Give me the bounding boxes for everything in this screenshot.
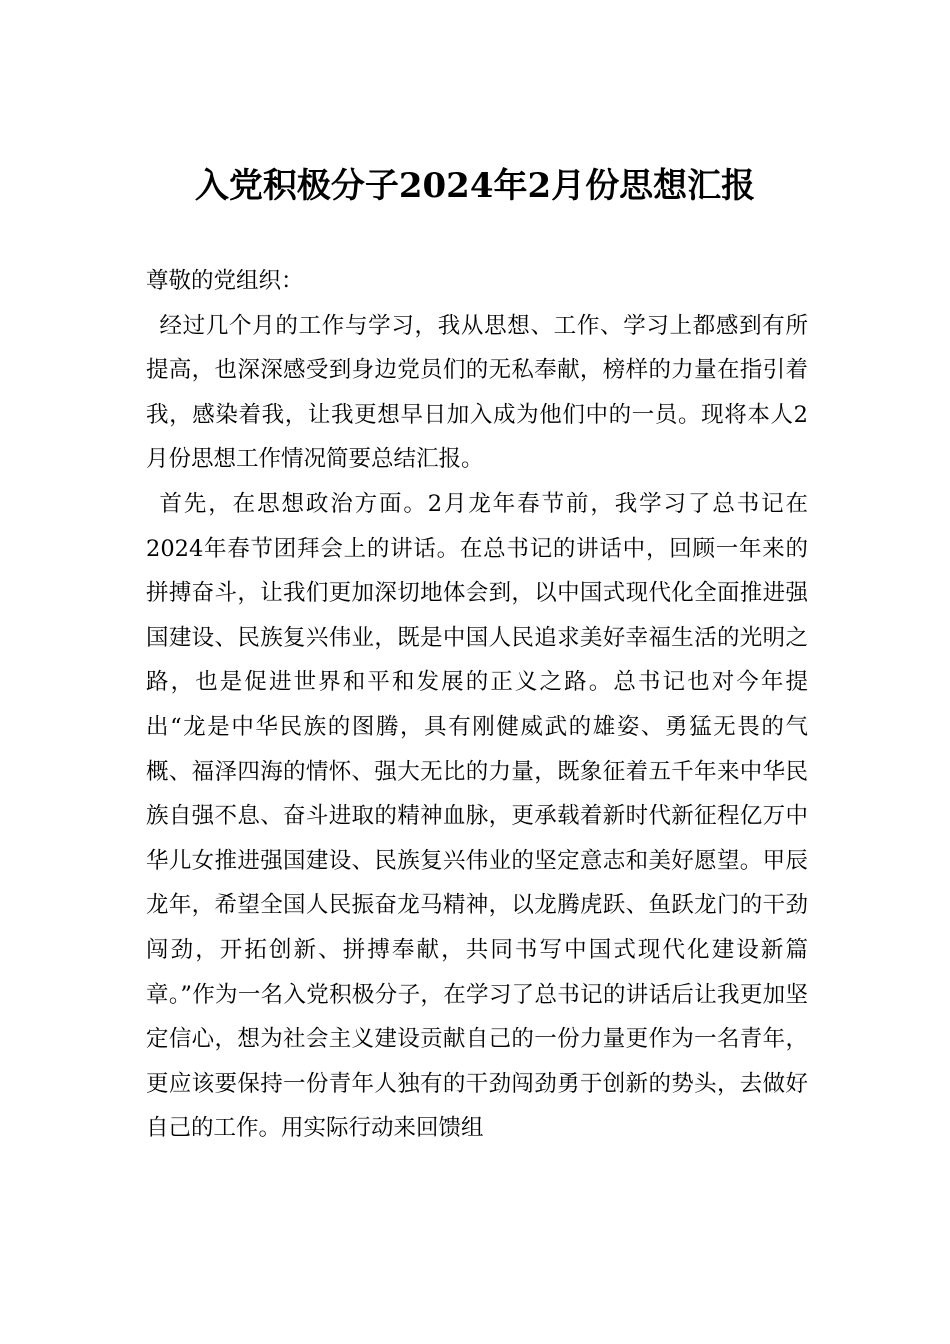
paragraph-1: 经过几个月的工作与学习，我从思想、工作、学习上都感到有所提高，也深深感受到身边党员们的无私奉献，榜样的力量在指引着我，感染着我，让我更想早日加入成为他们中的一员。现将本人2月份思想工作情况简要总结汇报。 <box>146 312 808 473</box>
salutation: 尊敬的党组织： <box>146 268 304 294</box>
document-title: 入党积极分子2024年2月份思想汇报 <box>194 166 756 206</box>
document-body <box>146 259 808 1151</box>
paragraph-2: 首先，在思想政治方面。2月龙年春节前，我学习了总书记在2024年春节团拜会上的讲话。在总书记的讲话中，回顾一年来的拼搏奋斗，让我们更加深切地体会到，以中国式现代化全面推进强国建设、民族复兴伟业，既是中国人民追求美好幸福生活的光明之路，也是促进世界和平和发展的正义之路。总书记也对今年提出“龙是中华民族的图腾，具有刚健威武的雄姿、勇猛无畏的气概、福泽四海的情怀、强大无比的力量，既象征着五千年来中华民族自强不息、奋斗进取的精神血脉，更承载着新时代新征程亿万中华儿女推进强国建设、民族复兴伟业的坚定意志和美好愿望。甲辰龙年，希望全国人民振奋龙马精神，以龙腾虎跃、鱼跃龙门的干劲闯劲，开拓创新、拼搏奉献，共同书写中国式现代化建设新篇章。”作为一名入党积极分子，在学习了总书记的讲话后让我更加坚定信心，想为社会主义建设贡献自己的一份力量更作为一名青年，更应该要保持一份青年人独有的干劲闯劲勇于创新的势头，去做好自己的工作。用实际行动来回馈组 <box>146 490 808 1142</box>
